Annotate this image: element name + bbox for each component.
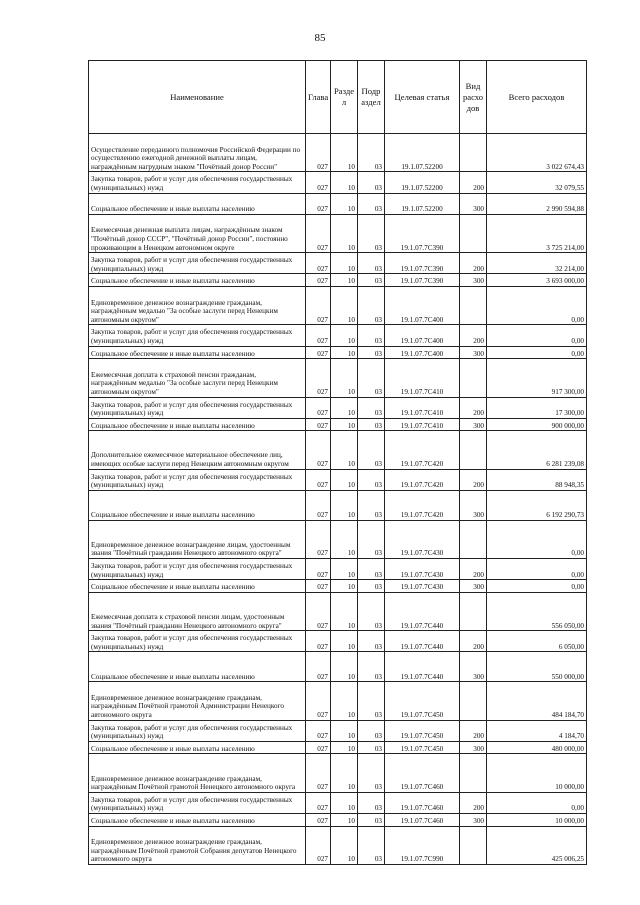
row-target-cell: 19.1.07.7С460 <box>385 754 460 792</box>
row-code-cell: 027 <box>306 754 331 792</box>
row-name-cell: Дополнительное ежемесячное материальное обеспечение лиц, имеющих особые заслуги перед Ненецким автономным округом <box>89 431 306 469</box>
row-type-cell: 200 <box>460 172 487 193</box>
row-code-cell: 027 <box>306 469 331 490</box>
row-target-cell: 19.1.07.7С400 <box>385 325 460 346</box>
row-name-cell: Социальное обеспечение и иные выплаты населению <box>89 580 306 593</box>
row-code-cell: 027 <box>306 682 331 720</box>
row-code-cell: 027 <box>306 431 331 469</box>
row-target-cell: 19.1.07.7С440 <box>385 592 460 630</box>
row-subsection-cell: 03 <box>358 134 385 172</box>
row-code-cell: 027 <box>306 193 331 214</box>
row-name-cell: Единовременное денежное вознаграждение гражданам, награждённым Почётной грамотой Собрания депутатов Ненецкого автономного округа <box>89 826 306 864</box>
table-row <box>89 418 587 431</box>
row-name-cell: Единовременное денежное вознаграждение гражданам, награждённым Почётной грамотой Ненецкого автономного округа <box>89 754 306 792</box>
row-code-cell: 027 <box>306 592 331 630</box>
row-amount-cell: 0,00 <box>487 286 587 324</box>
table-row <box>89 274 587 287</box>
row-type-cell: 200 <box>460 631 487 652</box>
row-subsection-cell: 03 <box>358 325 385 346</box>
row-name-cell: Социальное обеспечение и иные выплаты населению <box>89 274 306 287</box>
header-code: Глава <box>306 61 331 134</box>
row-code-cell: 027 <box>306 418 331 431</box>
row-amount-cell: 6 281 239,08 <box>487 431 587 469</box>
row-name-cell: Закупка товаров, работ и услуг для обеспечения государственных (муниципальных) нужд <box>89 720 306 741</box>
row-amount-cell: 10 000,00 <box>487 813 587 826</box>
row-target-cell: 19.1.07.7С430 <box>385 580 460 593</box>
row-amount-cell: 17 300,00 <box>487 397 587 418</box>
row-subsection-cell: 03 <box>358 792 385 813</box>
row-section-cell: 10 <box>331 559 358 580</box>
row-name-cell: Закупка товаров, работ и услуг для обеспечения государственных (муниципальных) нужд <box>89 469 306 490</box>
row-amount-cell: 3 022 674,43 <box>487 134 587 172</box>
row-code-cell: 027 <box>306 397 331 418</box>
row-name-cell: Единовременное денежное вознаграждение гражданам, награждённым медалью "За особые заслуги перед Ненецким автономным округом" <box>89 286 306 324</box>
row-code-cell: 027 <box>306 346 331 359</box>
row-type-cell <box>460 134 487 172</box>
row-target-cell: 19.1.07.7С410 <box>385 418 460 431</box>
row-type-cell: 200 <box>460 397 487 418</box>
row-name-cell: Социальное обеспечение и иные выплаты населению <box>89 741 306 754</box>
row-type-cell: 300 <box>460 274 487 287</box>
row-section-cell: 10 <box>331 826 358 864</box>
row-type-cell <box>460 431 487 469</box>
row-code-cell: 027 <box>306 490 331 520</box>
row-subsection-cell: 03 <box>358 826 385 864</box>
table-body <box>89 134 587 865</box>
row-subsection-cell: 03 <box>358 469 385 490</box>
row-target-cell: 19.1.07.7С460 <box>385 792 460 813</box>
row-subsection-cell: 03 <box>358 652 385 682</box>
header-section: Разде л <box>331 61 358 134</box>
table-row <box>89 652 587 682</box>
row-amount-cell: 0,00 <box>487 559 587 580</box>
table-row <box>89 134 587 172</box>
row-type-cell: 200 <box>460 469 487 490</box>
table-row <box>89 214 587 252</box>
row-target-cell: 19.1.07.7С450 <box>385 741 460 754</box>
row-section-cell: 10 <box>331 490 358 520</box>
row-subsection-cell: 03 <box>358 490 385 520</box>
row-section-cell: 10 <box>331 253 358 274</box>
row-target-cell: 19.1.07.7С410 <box>385 397 460 418</box>
table-row <box>89 520 587 558</box>
row-name-cell: Социальное обеспечение и иные выплаты населению <box>89 490 306 520</box>
row-name-cell: Ежемесячная доплата к страховой пенсии лицам, удостоенным звания "Почётный гражданин Ненецкого автономного округа" <box>89 592 306 630</box>
row-target-cell: 19.1.07.7С390 <box>385 274 460 287</box>
row-subsection-cell: 03 <box>358 813 385 826</box>
row-subsection-cell: 03 <box>358 418 385 431</box>
row-subsection-cell: 03 <box>358 754 385 792</box>
row-name-cell: Социальное обеспечение и иные выплаты населению <box>89 418 306 431</box>
row-target-cell: 19.1.07.7С440 <box>385 652 460 682</box>
table-row <box>89 813 587 826</box>
row-name-cell: Единовременное денежное вознаграждение лицам, удостоенным звания "Почётный гражданин Ненецкого автономного округа" <box>89 520 306 558</box>
row-target-cell: 19.1.07.7С420 <box>385 431 460 469</box>
row-amount-cell: 917 300,00 <box>487 359 587 397</box>
row-subsection-cell: 03 <box>358 631 385 652</box>
row-section-cell: 10 <box>331 754 358 792</box>
row-subsection-cell: 03 <box>358 592 385 630</box>
row-section-cell: 10 <box>331 592 358 630</box>
row-type-cell: 200 <box>460 253 487 274</box>
table-row <box>89 826 587 864</box>
row-section-cell: 10 <box>331 397 358 418</box>
row-type-cell: 300 <box>460 580 487 593</box>
row-section-cell: 10 <box>331 520 358 558</box>
row-type-cell: 300 <box>460 193 487 214</box>
row-amount-cell: 550 000,00 <box>487 652 587 682</box>
row-type-cell: 300 <box>460 418 487 431</box>
row-name-cell: Ежемесячная доплата к страховой пенсии гражданам, награждённым медалью "За особые заслуги перед Ненецким автономным округом" <box>89 359 306 397</box>
table-row <box>89 792 587 813</box>
row-code-cell: 027 <box>306 520 331 558</box>
row-amount-cell: 4 184,70 <box>487 720 587 741</box>
row-type-cell: 200 <box>460 792 487 813</box>
row-target-cell: 19.1.07.7С410 <box>385 359 460 397</box>
row-amount-cell: 10 000,00 <box>487 754 587 792</box>
row-section-cell: 10 <box>331 792 358 813</box>
row-name-cell: Ежемесячная денежная выплата лицам, награждённым знаком "Почётный донор СССР", "Почётный донор России", постоянно проживающим в Ненецком автономном округе <box>89 214 306 252</box>
row-section-cell: 10 <box>331 682 358 720</box>
row-target-cell: 19.1.07.52200 <box>385 134 460 172</box>
row-code-cell: 027 <box>306 134 331 172</box>
row-name-cell: Социальное обеспечение и иные выплаты населению <box>89 346 306 359</box>
row-code-cell: 027 <box>306 253 331 274</box>
row-target-cell: 19.1.07.52200 <box>385 172 460 193</box>
table-row <box>89 592 587 630</box>
table-row <box>89 431 587 469</box>
row-target-cell: 19.1.07.7С430 <box>385 520 460 558</box>
row-type-cell: 300 <box>460 490 487 520</box>
row-amount-cell: 484 184,70 <box>487 682 587 720</box>
row-amount-cell: 556 050,00 <box>487 592 587 630</box>
row-amount-cell: 88 948,35 <box>487 469 587 490</box>
row-subsection-cell: 03 <box>358 720 385 741</box>
row-code-cell: 027 <box>306 274 331 287</box>
row-amount-cell: 900 000,00 <box>487 418 587 431</box>
row-subsection-cell: 03 <box>358 172 385 193</box>
row-type-cell <box>460 754 487 792</box>
row-section-cell: 10 <box>331 359 358 397</box>
row-type-cell <box>460 592 487 630</box>
row-amount-cell: 0,00 <box>487 325 587 346</box>
row-name-cell: Социальное обеспечение и иные выплаты населению <box>89 813 306 826</box>
row-type-cell: 300 <box>460 813 487 826</box>
row-subsection-cell: 03 <box>358 741 385 754</box>
table-row <box>89 193 587 214</box>
row-target-cell: 19.1.07.7С450 <box>385 720 460 741</box>
table-header <box>89 61 587 134</box>
row-target-cell: 19.1.07.7С400 <box>385 286 460 324</box>
row-name-cell: Единовременное денежное вознаграждение гражданам, награждённым Почётной грамотой Администрации Ненецкого автономного округа <box>89 682 306 720</box>
table-row <box>89 559 587 580</box>
row-name-cell: Социальное обеспечение и иные выплаты населению <box>89 652 306 682</box>
table-row <box>89 580 587 593</box>
table-row <box>89 286 587 324</box>
row-section-cell: 10 <box>331 741 358 754</box>
row-section-cell: 10 <box>331 720 358 741</box>
row-subsection-cell: 03 <box>358 214 385 252</box>
table-row <box>89 490 587 520</box>
row-target-cell: 19.1.07.52200 <box>385 193 460 214</box>
table-row <box>89 172 587 193</box>
row-name-cell: Закупка товаров, работ и услуг для обеспечения государственных (муниципальных) нужд <box>89 325 306 346</box>
row-subsection-cell: 03 <box>358 253 385 274</box>
header-target: Целевая статья <box>385 61 460 134</box>
row-name-cell: Закупка товаров, работ и услуг для обеспечения государственных (муниципальных) нужд <box>89 253 306 274</box>
row-target-cell: 19.1.07.7С450 <box>385 682 460 720</box>
row-subsection-cell: 03 <box>358 682 385 720</box>
table-row <box>89 253 587 274</box>
row-subsection-cell: 03 <box>358 286 385 324</box>
row-section-cell: 10 <box>331 286 358 324</box>
table-row <box>89 741 587 754</box>
row-type-cell <box>460 682 487 720</box>
header-type: Вид расхо дов <box>460 61 487 134</box>
row-subsection-cell: 03 <box>358 346 385 359</box>
row-subsection-cell: 03 <box>358 559 385 580</box>
table-row <box>89 469 587 490</box>
row-type-cell <box>460 286 487 324</box>
row-section-cell: 10 <box>331 813 358 826</box>
row-code-cell: 027 <box>306 559 331 580</box>
row-code-cell: 027 <box>306 325 331 346</box>
row-subsection-cell: 03 <box>358 359 385 397</box>
row-section-cell: 10 <box>331 172 358 193</box>
row-target-cell: 19.1.07.7С390 <box>385 253 460 274</box>
row-amount-cell: 2 990 594,88 <box>487 193 587 214</box>
row-amount-cell: 6 050,00 <box>487 631 587 652</box>
row-amount-cell: 3 725 214,00 <box>487 214 587 252</box>
header-name: Наименование <box>89 61 306 134</box>
header-subsection: Подр аздел <box>358 61 385 134</box>
row-section-cell: 10 <box>331 580 358 593</box>
row-section-cell: 10 <box>331 631 358 652</box>
row-subsection-cell: 03 <box>358 193 385 214</box>
row-type-cell: 200 <box>460 559 487 580</box>
row-subsection-cell: 03 <box>358 397 385 418</box>
row-code-cell: 027 <box>306 741 331 754</box>
row-target-cell: 19.1.07.7С400 <box>385 346 460 359</box>
row-section-cell: 10 <box>331 346 358 359</box>
row-name-cell: Закупка товаров, работ и услуг для обеспечения государственных (муниципальных) нужд <box>89 559 306 580</box>
row-section-cell: 10 <box>331 325 358 346</box>
row-amount-cell: 0,00 <box>487 580 587 593</box>
page-number: 85 <box>314 32 326 44</box>
row-target-cell: 19.1.07.7С420 <box>385 490 460 520</box>
row-amount-cell: 480 000,00 <box>487 741 587 754</box>
row-amount-cell: 425 006,25 <box>487 826 587 864</box>
table-row <box>89 359 587 397</box>
row-type-cell <box>460 520 487 558</box>
row-target-cell: 19.1.07.7С420 <box>385 469 460 490</box>
row-section-cell: 10 <box>331 418 358 431</box>
row-target-cell: 19.1.07.7С430 <box>385 559 460 580</box>
row-type-cell: 300 <box>460 741 487 754</box>
row-amount-cell: 0,00 <box>487 346 587 359</box>
row-amount-cell: 0,00 <box>487 792 587 813</box>
row-section-cell: 10 <box>331 469 358 490</box>
row-target-cell: 19.1.07.7С440 <box>385 631 460 652</box>
table-row <box>89 754 587 792</box>
table-row <box>89 346 587 359</box>
row-amount-cell: 32 079,55 <box>487 172 587 193</box>
row-type-cell <box>460 359 487 397</box>
row-name-cell: Осуществление переданного полномочия Российской Федерации по осуществлению ежегодной денежной выплаты лицам, награждённым нагрудным знаком "Почётный донор России" <box>89 134 306 172</box>
row-type-cell <box>460 826 487 864</box>
row-subsection-cell: 03 <box>358 520 385 558</box>
row-section-cell: 10 <box>331 431 358 469</box>
row-section-cell: 10 <box>331 274 358 287</box>
row-code-cell: 027 <box>306 359 331 397</box>
budget-table <box>88 60 587 865</box>
row-code-cell: 027 <box>306 286 331 324</box>
row-amount-cell: 32 214,00 <box>487 253 587 274</box>
row-type-cell: 200 <box>460 325 487 346</box>
row-name-cell: Закупка товаров, работ и услуг для обеспечения государственных (муниципальных) нужд <box>89 631 306 652</box>
row-code-cell: 027 <box>306 172 331 193</box>
table-row <box>89 325 587 346</box>
table-row <box>89 631 587 652</box>
row-section-cell: 10 <box>331 193 358 214</box>
row-subsection-cell: 03 <box>358 274 385 287</box>
table-row <box>89 682 587 720</box>
row-code-cell: 027 <box>306 652 331 682</box>
row-subsection-cell: 03 <box>358 431 385 469</box>
row-name-cell: Закупка товаров, работ и услуг для обеспечения государственных (муниципальных) нужд <box>89 172 306 193</box>
row-name-cell: Социальное обеспечение и иные выплаты населению <box>89 193 306 214</box>
table-row <box>89 720 587 741</box>
row-code-cell: 027 <box>306 826 331 864</box>
row-target-cell: 19.1.07.7С390 <box>385 214 460 252</box>
row-section-cell: 10 <box>331 214 358 252</box>
row-section-cell: 10 <box>331 134 358 172</box>
row-type-cell: 200 <box>460 720 487 741</box>
row-code-cell: 027 <box>306 580 331 593</box>
row-code-cell: 027 <box>306 720 331 741</box>
row-code-cell: 027 <box>306 214 331 252</box>
row-subsection-cell: 03 <box>358 580 385 593</box>
row-amount-cell: 3 693 000,00 <box>487 274 587 287</box>
row-name-cell: Закупка товаров, работ и услуг для обеспечения государственных (муниципальных) нужд <box>89 792 306 813</box>
row-amount-cell: 0,00 <box>487 520 587 558</box>
row-name-cell: Закупка товаров, работ и услуг для обеспечения государственных (муниципальных) нужд <box>89 397 306 418</box>
row-amount-cell: 6 192 290,73 <box>487 490 587 520</box>
row-code-cell: 027 <box>306 813 331 826</box>
row-target-cell: 19.1.07.7С460 <box>385 813 460 826</box>
header-amount: Всего расходов <box>487 61 587 134</box>
table-row <box>89 397 587 418</box>
row-code-cell: 027 <box>306 792 331 813</box>
row-code-cell: 027 <box>306 631 331 652</box>
row-target-cell: 19.1.07.7С990 <box>385 826 460 864</box>
row-type-cell: 300 <box>460 652 487 682</box>
row-section-cell: 10 <box>331 652 358 682</box>
row-type-cell <box>460 214 487 252</box>
row-type-cell: 300 <box>460 346 487 359</box>
